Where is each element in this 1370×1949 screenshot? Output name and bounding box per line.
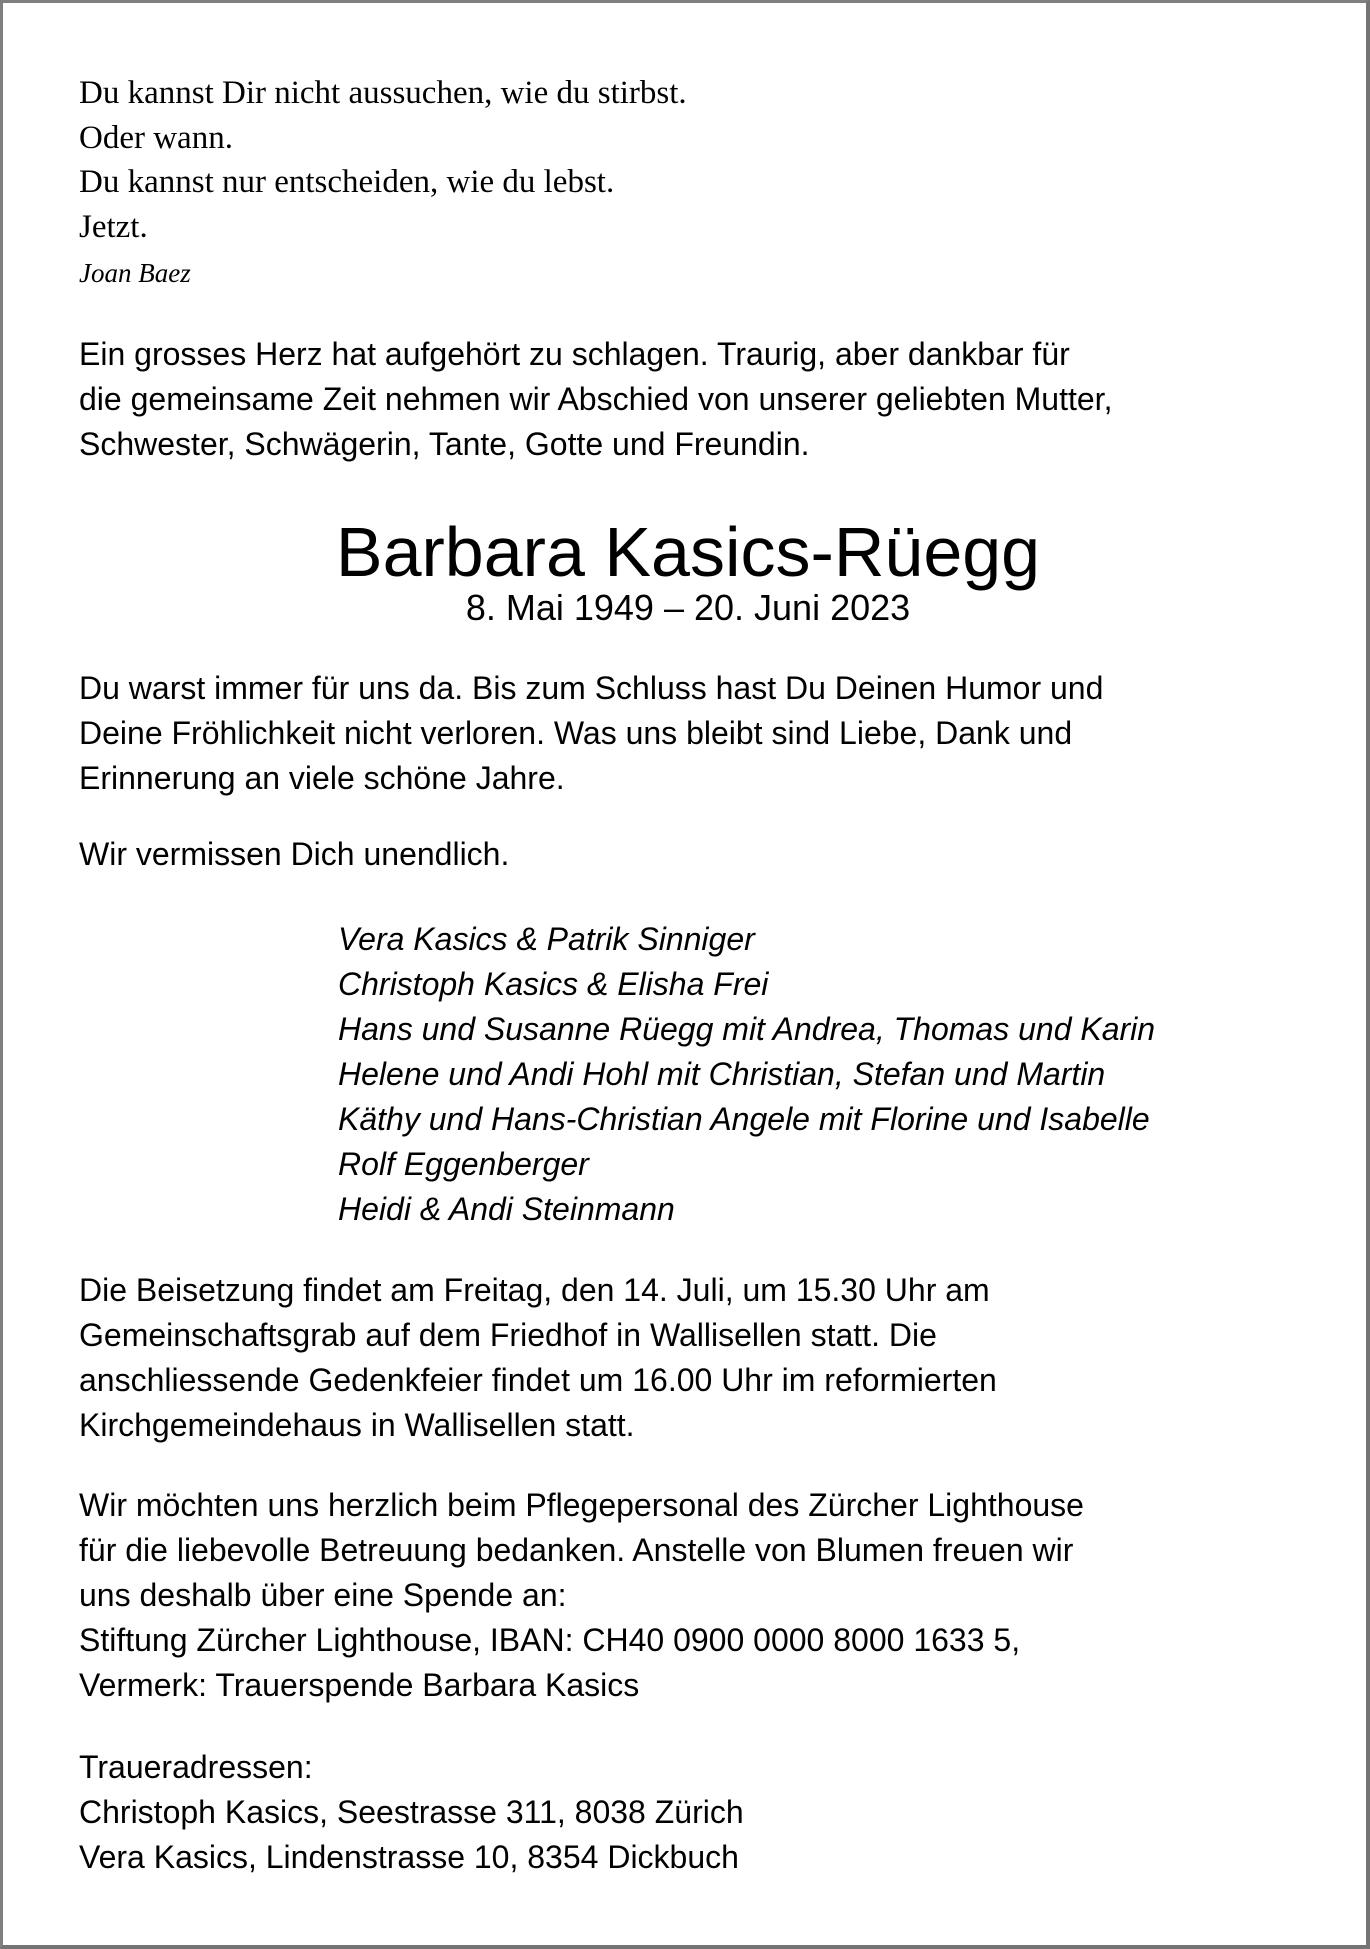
quote-line: Jetzt. xyxy=(79,208,148,245)
mourner: Vera Kasics & Patrik Sinniger xyxy=(338,921,755,957)
intro-line: die gemeinsame Zeit nehmen wir Abschied von unserer geliebten Mutter, xyxy=(79,381,1113,417)
quote-author: Joan Baez xyxy=(79,258,191,288)
life-dates: 8. Mai 1949 – 20. Juni 2023 xyxy=(465,587,911,628)
address-entry: Vera Kasics, Lindenstrasse 10, 8354 Dickbuch xyxy=(79,1839,739,1875)
quote-line: Du kannst Dir nicht aussuchen, wie du stirbst. xyxy=(79,75,687,111)
funeral-line: Kirchgemeindehaus in Wallisellen statt. xyxy=(79,1407,635,1443)
quote-line: Du kannst nur entscheiden, wie du lebst. xyxy=(79,164,615,201)
quote xyxy=(79,71,687,249)
donation-line: Vermerk: Trauerspende Barbara Kasics xyxy=(79,1667,640,1703)
mourners-list xyxy=(338,917,1155,1232)
tribute-line: Du warst immer für uns da. Bis zum Schluss hast Du Deinen Humor und xyxy=(79,670,1104,706)
funeral-paragraph xyxy=(79,1268,997,1448)
addresses-title: Traueradressen: xyxy=(79,1749,313,1785)
closing-line xyxy=(79,832,509,877)
donation-line: uns deshalb über eine Spende an: xyxy=(79,1577,567,1613)
funeral-line: anschliessende Gedenkfeier findet um 16.00 Uhr im reformierten xyxy=(79,1362,997,1398)
mourner: Christoph Kasics & Elisha Frei xyxy=(338,966,769,1002)
funeral-line: Gemeinschaftsgrab auf dem Friedhof in Wallisellen statt. Die xyxy=(79,1317,937,1353)
mourner: Käthy und Hans-Christian Angele mit Florine und Isabelle xyxy=(338,1101,1150,1137)
tribute-line: Erinnerung an viele schöne Jahre. xyxy=(79,760,565,796)
donation-line: für die liebevolle Betreuung bedanken. Anstelle von Blumen freuen wir xyxy=(79,1532,1074,1568)
donation-paragraph xyxy=(79,1483,1084,1708)
closing-text: Wir vermissen Dich unendlich. xyxy=(79,836,510,872)
funeral-line: Die Beisetzung findet am Freitag, den 14. Juli, um 15.30 Uhr am xyxy=(79,1272,990,1308)
deceased-name: Barbara Kasics-Rüegg xyxy=(335,513,1041,591)
mourner: Hans und Susanne Rüegg mit Andrea, Thomas und Karin xyxy=(338,1011,1156,1047)
tribute-line: Deine Fröhlichkeit nicht verloren. Was uns bleibt sind Liebe, Dank und xyxy=(79,715,1073,751)
mourning-addresses xyxy=(79,1745,744,1880)
address-entry: Christoph Kasics, Seestrasse 311, 8038 Zürich xyxy=(79,1794,744,1830)
quote-line: Oder wann. xyxy=(79,119,233,156)
intro-line: Schwester, Schwägerin, Tante, Gotte und Freundin. xyxy=(79,426,810,462)
tribute-paragraph xyxy=(79,666,1103,801)
donation-line: Stiftung Zürcher Lighthouse, IBAN: CH40 0900 0000 8000 1633 5, xyxy=(79,1622,1021,1658)
mourner: Heidi & Andi Steinmann xyxy=(338,1191,675,1227)
intro-paragraph xyxy=(79,332,1112,467)
intro-line: Ein grosses Herz hat aufgehört zu schlagen. Traurig, aber dankbar für xyxy=(79,336,1070,372)
mourner: Rolf Eggenberger xyxy=(338,1146,589,1182)
mourner: Helene und Andi Hohl mit Christian, Stefan und Martin xyxy=(338,1056,1106,1092)
donation-line: Wir möchten uns herzlich beim Pflegepersonal des Zürcher Lighthouse xyxy=(79,1487,1084,1523)
